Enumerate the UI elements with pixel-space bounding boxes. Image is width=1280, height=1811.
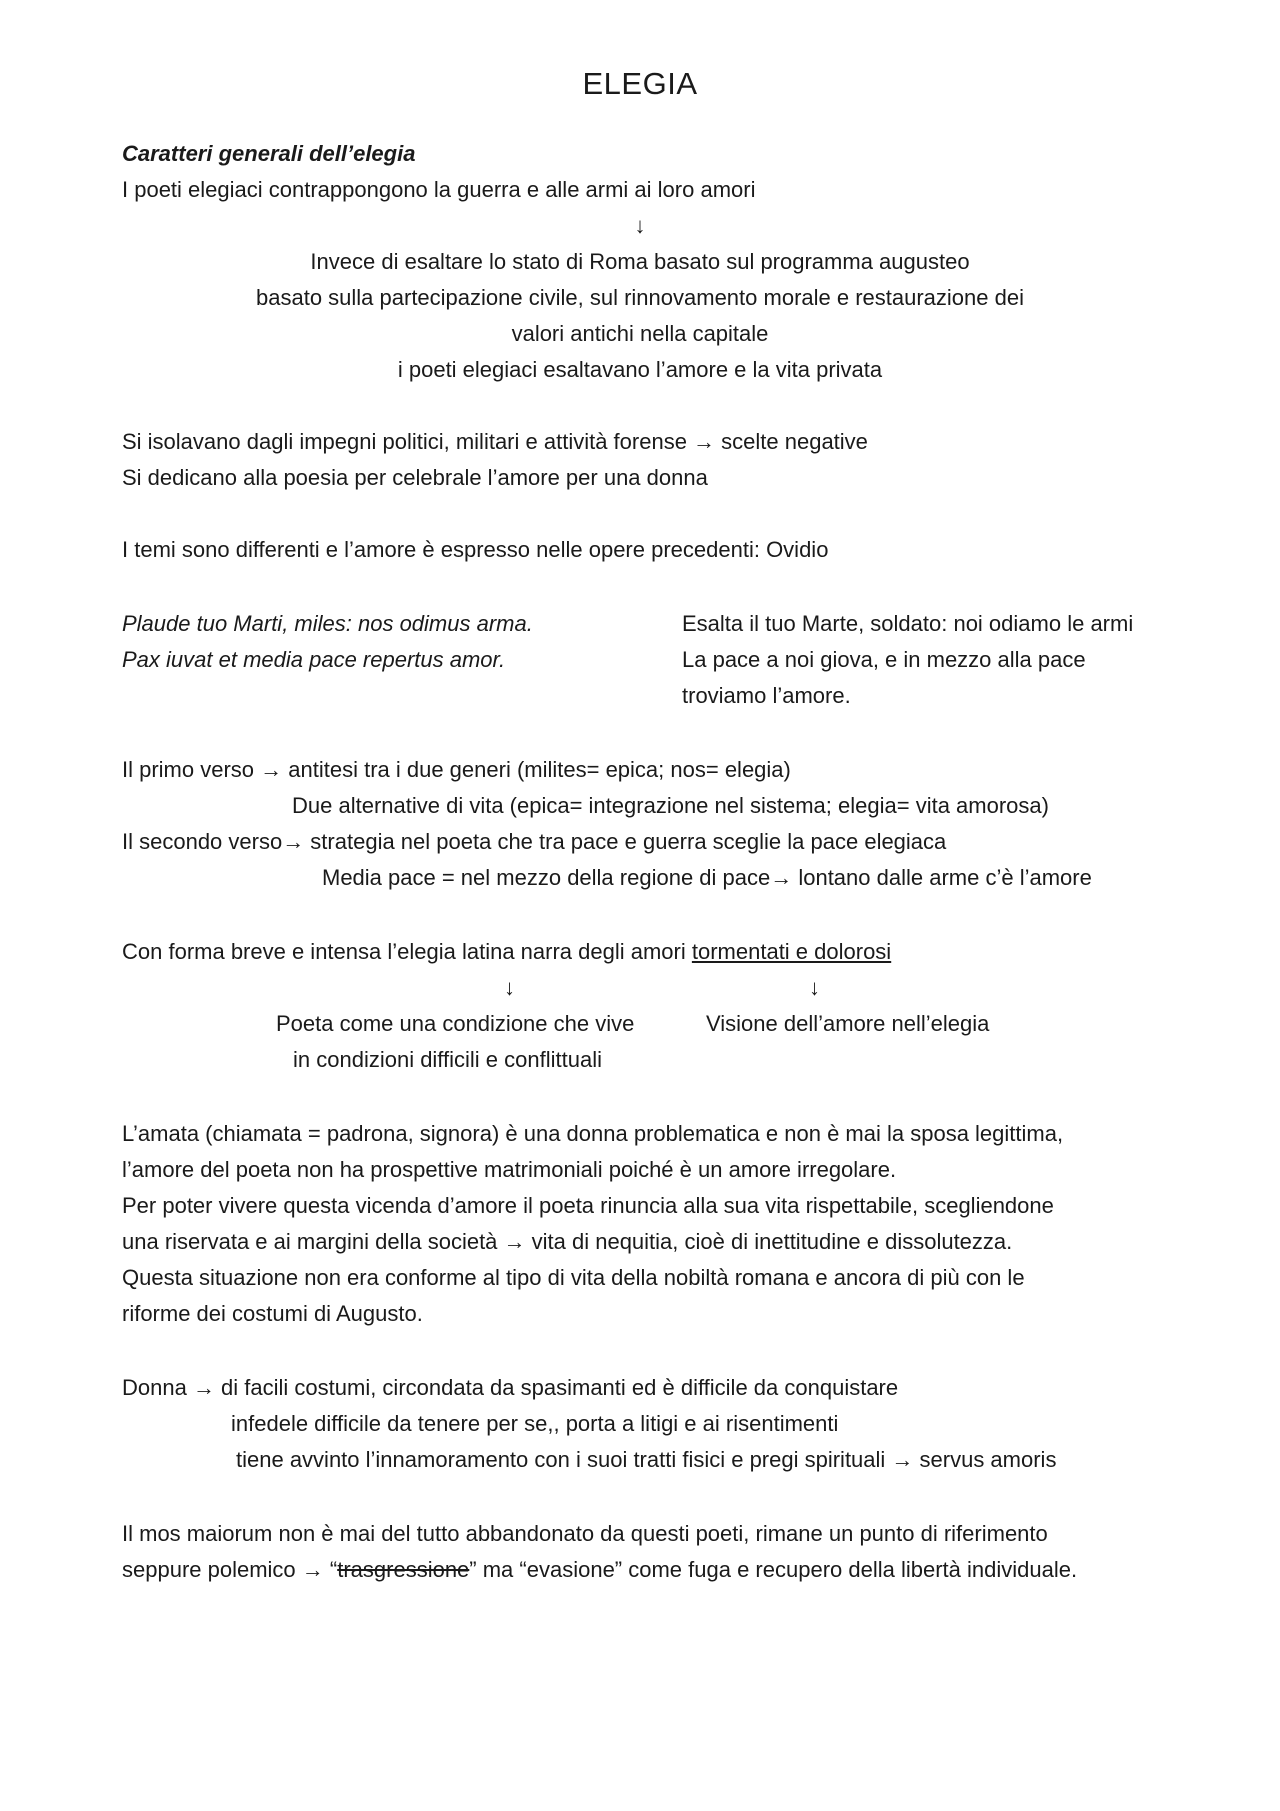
branch-left-line: Poeta come una condizione che vive [276,1011,635,1036]
underlined-phrase: tormentati e dolorosi [691,939,892,964]
donna-line: Donna → di facili costumi, circondata da spasimanti ed è difficile da conquistare [122,1375,899,1400]
forma-text: Con forma breve e intensa l’elegia latina narra degli amori [122,939,692,964]
paragraph-line: I temi sono differenti e l’amore è espresso nelle opere precedenti: Ovidio [122,537,829,562]
section-heading: Caratteri generali dell’elegia [122,141,416,166]
mos-line [122,1552,1077,1588]
intro-centered-line: Invece di esaltare lo stato di Roma basato sul programma augusteo [310,249,970,274]
latin-verse: Pax iuvat et media pace repertus amor. [122,647,506,672]
mos-line: Il mos maiorum non è mai del tutto abbandonato da questi poeti, rimane un punto di riferimento [122,1521,1048,1546]
amata-line: Per poter vivere questa vicenda d’amore il poeta rinuncia alla sua vita rispettabile, scegliendone [122,1193,1054,1218]
analysis-line: Due alternative di vita (epica= integrazione nel sistema; elegia= vita amorosa) [292,793,1049,818]
intro-centered-line: basato sulla partecipazione civile, sul rinnovamento morale e restaurazione dei [256,285,1024,310]
translation-line: La pace a noi giova, e in mezzo alla pace [682,647,1086,672]
down-arrow: ↓ [634,213,646,238]
intro-centered-line: valori antichi nella capitale [511,321,769,346]
page-title: ELEGIA [582,66,698,101]
latin-verse: Plaude tuo Marti, miles: nos odimus arma. [122,611,533,636]
analysis-line: Media pace = nel mezzo della regione di pace→ lontano dalle arme c’è l’amore [322,865,1092,890]
struck-word: trasgressione [337,1557,470,1582]
intro-line: I poeti elegiaci contrappongono la guerra e alle armi ai loro amori [122,177,756,202]
amata-line: una riservata e ai margini della società → vita di nequitia, cioè di inettitudine e dissolutezza. [122,1229,1013,1254]
down-arrow: ↓ [809,975,820,1000]
translation-line: Esalta il tuo Marte, soldato: noi odiamo le armi [682,611,1134,636]
analysis-line: Il secondo verso→ strategia nel poeta che tra pace e guerra sceglie la pace elegiaca [122,829,947,854]
translation-line: troviamo l’amore. [682,683,851,708]
branch-left-line: in condizioni difficili e conflittuali [293,1047,602,1072]
down-arrow: ↓ [504,975,515,1000]
donna-line: infedele difficile da tenere per se,, porta a litigi e ai risentimenti [231,1411,839,1436]
donna-line: tiene avvinto l’innamoramento con i suoi tratti fisici e pregi spirituali → servus amoris [236,1447,1057,1472]
amata-line: l’amore del poeta non ha prospettive matrimoniali poiché è un amore irregolare. [122,1157,897,1182]
amata-line: riforme dei costumi di Augusto. [122,1301,423,1326]
intro-centered-line: i poeti elegiaci esaltavano l’amore e la vita privata [397,357,883,382]
paragraph-line: Si dedicano alla poesia per celebrale l’amore per una donna [122,465,708,490]
analysis-line: Il primo verso → antitesi tra i due generi (milites= epica; nos= elegia) [122,757,791,782]
forma-line [122,934,891,970]
amata-line: Questa situazione non era conforme al tipo di vita della nobiltà romana e ancora di più con le [122,1265,1025,1290]
mos-text: ” ma “evasione” come fuga e recupero della libertà individuale. [469,1557,1078,1582]
paragraph-line: Si isolavano dagli impegni politici, militari e attività forense → scelte negative [122,429,868,454]
mos-text: seppure polemico → “ [122,1557,338,1582]
branch-right-line: Visione dell’amore nell’elegia [706,1011,990,1036]
amata-line: L’amata (chiamata = padrona, signora) è una donna problematica e non è mai la sposa legittima, [122,1121,1064,1146]
